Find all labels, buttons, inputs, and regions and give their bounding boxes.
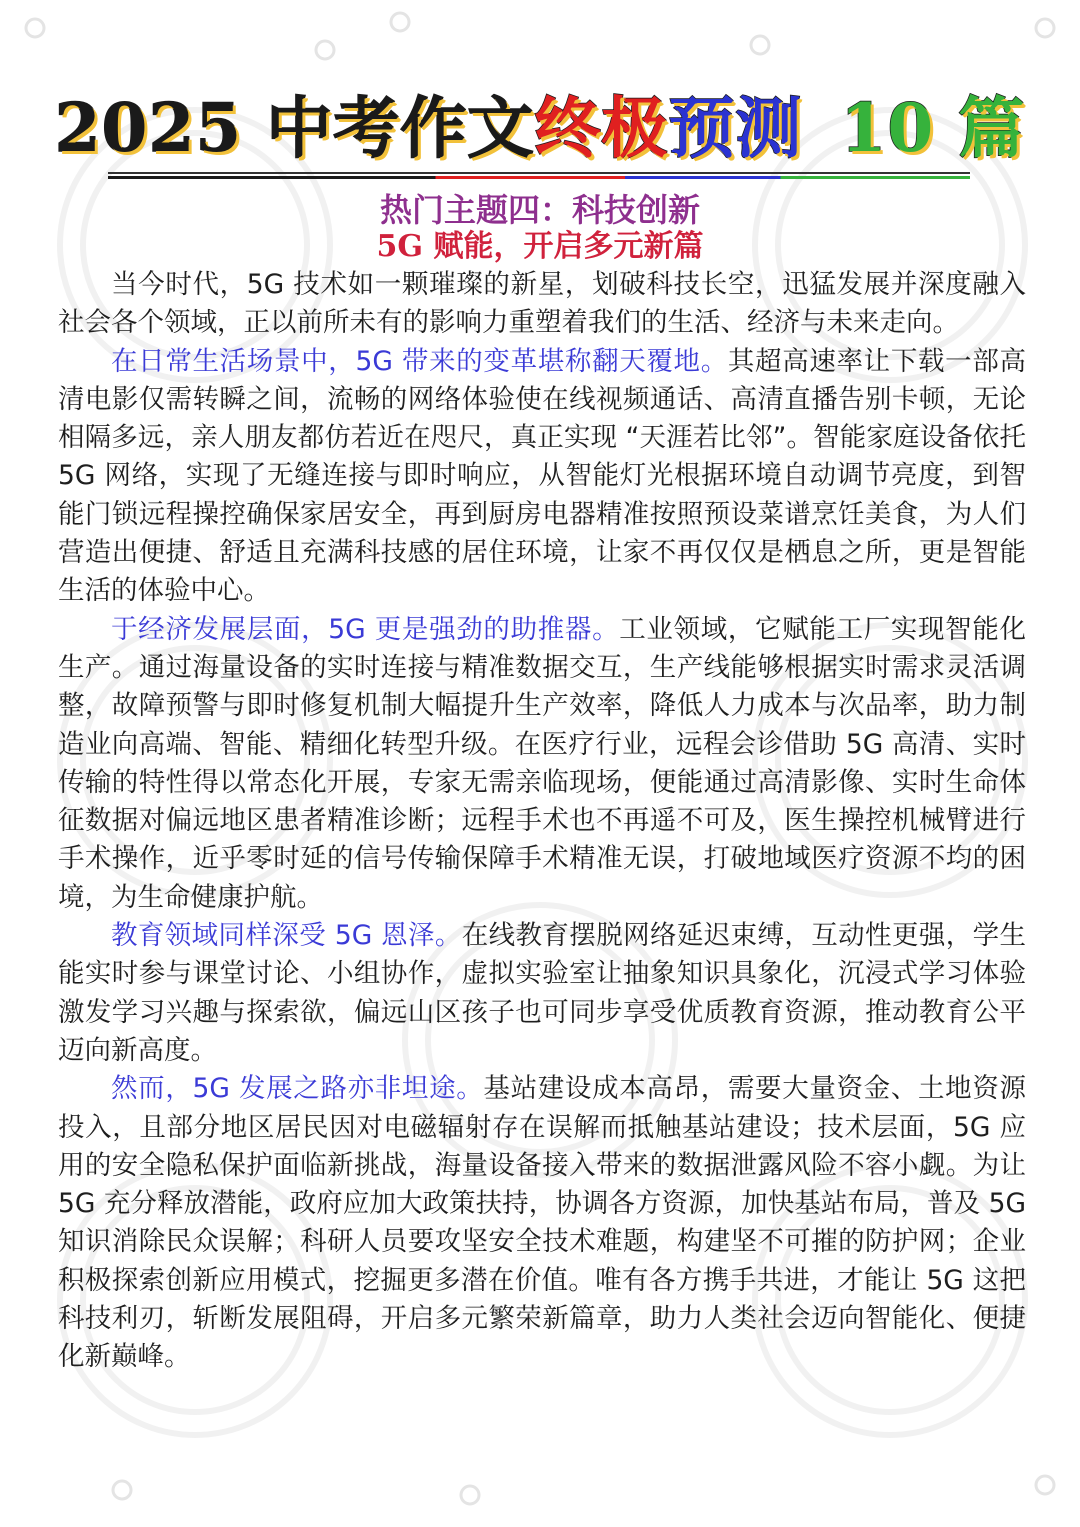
- paragraph-intro: 当今时代，5G 技术如一颗璀璨的新星，划破科技长空，迅猛发展并深度融入社会各个领域，正以前所未有的影响力重塑着我们的生活、经济与未来走向。: [58, 269, 1026, 339]
- essay-title: 5G 赋能，开启多元新篇: [376, 229, 704, 264]
- essay-body: [58, 266, 1026, 1377]
- paragraph-body: 工业领域，它赋能工厂实现智能化生产。通过海量设备的实时连接与精准数据交互，生产线能够根据实时需求灵活调整，故障预警与即时修复机制大幅提升生产效率，降低人力成本与次品率，助力制造业向高端、智能、精细化转型升级。在医疗行业，远程会诊借助 5G 高清、实时传输的特性得以常态化开展，专家无需亲临现场，便能通过高清影像、实时生命体征数据对偏远地区患者精准诊断；远程手术也不再遥不可及，医生操控机械臂进行手术操作，近乎零时延的信号传输保障手术精准无误，打破地域医疗资源不均的困境，为生命健康护航。: [58, 613, 1026, 913]
- paragraph-body: 基站建设成本高昂，需要大量资金、土地资源投入，且部分地区居民因对电磁辐射存在误解而抵触基站建设；技术层面，5G 应用的安全隐私保护面临新挑战，海量设备接入带来的数据泄露风险不容小觑。为让 5G 充分释放潜能，政府应加大政策扶持，协调各方资源，加快基站布局，普及 5G 知识消除民众误解；科研人员要攻坚安全技术难题，构建坚不可摧的防护网；企业积极探索创新应用模式，挖掘更多潜在价值。唯有各方携手共进，才能让 5G 这把科技利刃，斩断发展阻碍，开启多元繁荣新篇章，助力人类社会迈向智能化、便捷化新巅峰。: [58, 1073, 1026, 1373]
- title-ultimate-part: 终极: [534, 89, 669, 167]
- title-prediction-part: 预测: [668, 89, 803, 167]
- paragraph-lead: 于经济发展层面，5G 更是强劲的助推器。: [111, 613, 620, 645]
- title-divider-top: [108, 172, 970, 174]
- title-count-part: 10 篇: [840, 89, 1026, 167]
- paragraph-body: 其超高速率让下载一部高清电影仅需转瞬之间，流畅的网络体验使在线视频通话、高清直播告别卡顿，无论相隔多远，亲人朋友都仿若近在咫尺，真正实现 “天涯若比邻”。智能家庭设备依托 5G 网络，实现了无缝连接与即时响应，从智能灯光根据环境自动调节亮度，到智能门锁远程操控确保家居安全，再到厨房电器精准按照预设菜谱烹饪美食，为人们营造出便捷、舒适且充满科技感的居住环境，让家不再仅仅是栖息之所，更是智能生活的体验中心。: [58, 345, 1026, 607]
- theme-heading: 热门主题四：科技创新: [379, 191, 700, 229]
- paragraph-education: [58, 917, 1026, 1070]
- paragraph-challenges: [58, 1070, 1026, 1376]
- title-year-part: 2025 中考作文: [54, 89, 535, 167]
- paragraph-economy: [58, 611, 1026, 917]
- paragraph-lead: 在日常生活场景中，5G 带来的变革堪称翻天覆地。: [111, 345, 728, 377]
- paragraph-lead: 然而，5G 发展之路亦非坦途。: [111, 1073, 484, 1105]
- paragraph-daily-life: [58, 343, 1026, 611]
- title-divider-colored: [108, 176, 970, 179]
- paragraph-body: 在线教育摆脱网络延迟束缚，互动性更强，学生能实时参与课堂讨论、小组协作，虚拟实验室让抽象知识具象化，沉浸式学习体验激发学习兴趣与探索欲，偏远山区孩子也可同步享受优质教育资源，推动教育公平迈向新高度。: [58, 920, 1026, 1066]
- page-title: [0, 88, 1080, 168]
- paragraph-lead: 教育领域同样深受 5G 恩泽。: [111, 920, 462, 952]
